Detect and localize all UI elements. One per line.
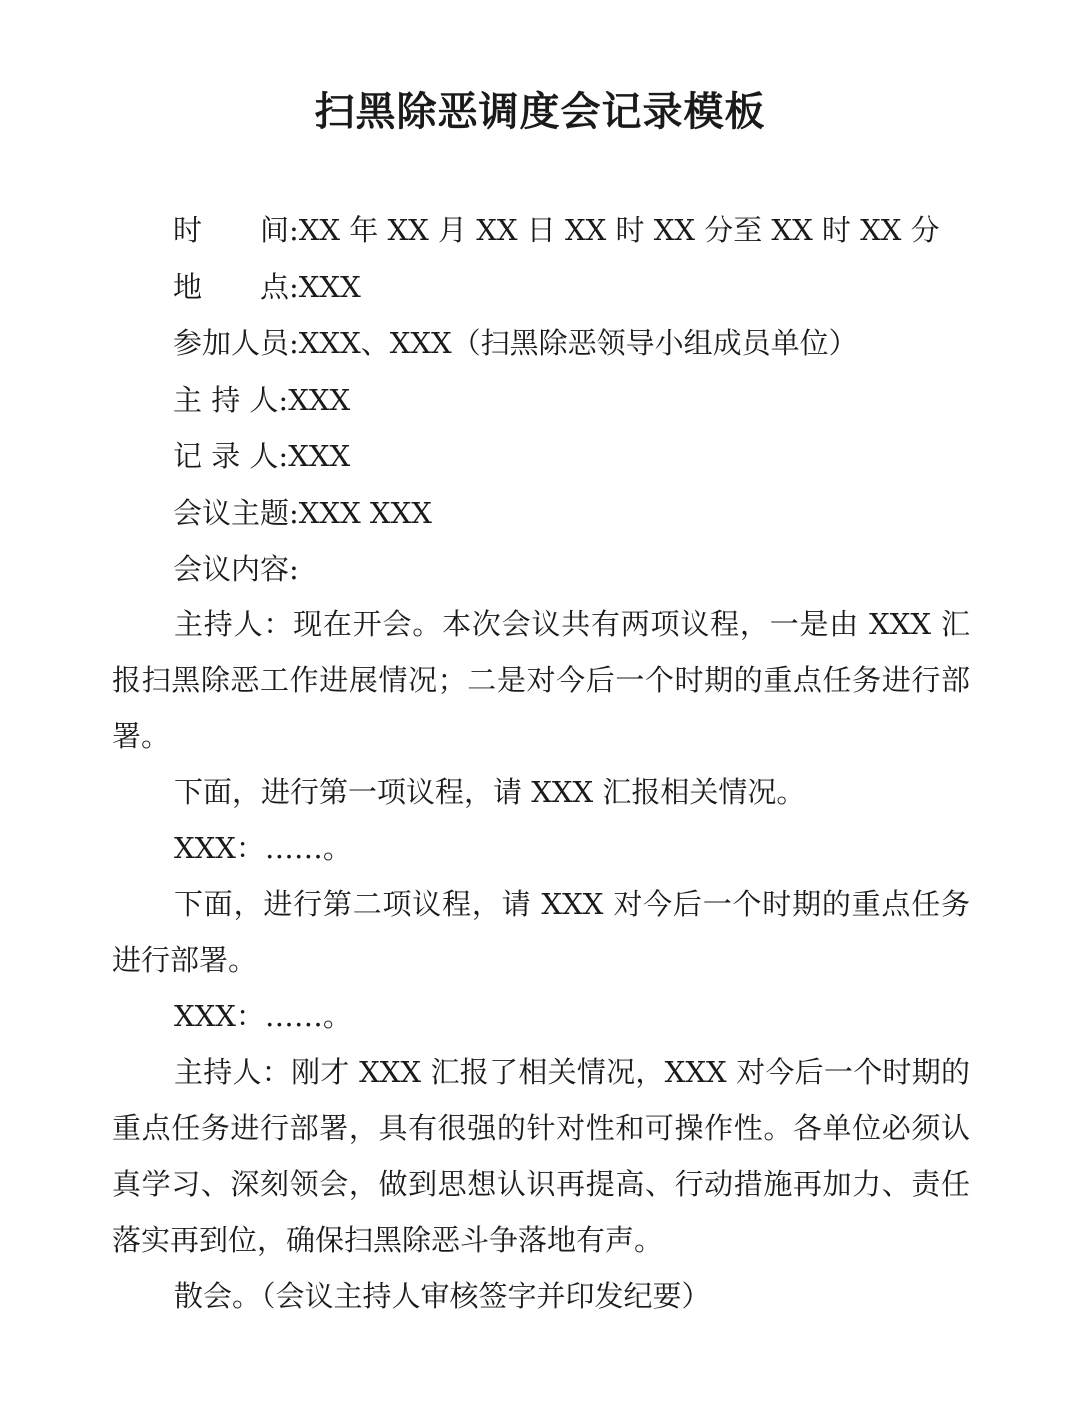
meeting-location-row xyxy=(173,261,1033,318)
meeting-topic-row xyxy=(173,487,1033,544)
meeting-location-value: XXX xyxy=(298,269,361,304)
document-title: 扫黑除恶调度会记录模板 xyxy=(314,89,766,135)
report-placeholder-paragraph: XXX：……。 xyxy=(174,831,352,865)
adjourn-paragraph: 散会。（会议主持人审核签字并印发纪要） xyxy=(174,1279,711,1313)
host-opening-paragraph: 主持人：现在开会。本次会议共有两项议程，一是由 XXX 汇报扫黑除恶工作进展情况；二是对今后一个时期的重点任务进行部署。 xyxy=(112,607,970,753)
meeting-recorder-label: 记 录 人: xyxy=(173,439,289,473)
meeting-time-label: 时 间: xyxy=(173,213,299,247)
agenda-two-paragraph: 下面，进行第二项议程，请 XXX 对今后一个时期的重点任务进行部署。 xyxy=(112,887,970,977)
meeting-recorder-row xyxy=(173,430,1033,487)
meeting-location-label: 地 点: xyxy=(173,269,299,304)
meeting-attendees-value: XXX、XXX（扫黑除恶领导小组成员单位） xyxy=(298,326,858,360)
meeting-attendees-row xyxy=(173,317,1033,374)
meeting-topic-value: XXX XXX xyxy=(298,495,432,530)
meeting-host-label: 主 持 人: xyxy=(173,382,289,417)
meeting-content-body xyxy=(112,596,970,1324)
meeting-recorder-value: XXX xyxy=(288,439,351,473)
agenda-one-paragraph: 下面，进行第一项议程，请 XXX 汇报相关情况。 xyxy=(174,775,806,809)
meeting-content-label: 会议内容: xyxy=(173,552,299,586)
meeting-content-row xyxy=(173,543,1033,600)
meeting-host-row xyxy=(173,374,1033,431)
meeting-attendees-label: 参加人员: xyxy=(173,326,299,360)
host-summary-paragraph: 主持人：刚才 XXX 汇报了相关情况，XXX 对今后一个时期的重点任务进行部署，具有很强的针对性和可操作性。各单位必须认真学习、深刻领会，做到思想认识再提高、行动措施再加力、责任落实再到位，确保扫黑除恶斗争落地有声。 xyxy=(112,1055,970,1257)
deployment-placeholder-paragraph: XXX：……。 xyxy=(174,999,352,1033)
meeting-host-value: XXX xyxy=(288,382,351,417)
meeting-topic-label: 会议主题: xyxy=(173,495,299,530)
meeting-time-row xyxy=(173,204,1033,261)
meeting-time-value: XX 年 XX 月 XX 日 XX 时 XX 分至 XX 时 XX 分 xyxy=(298,213,940,247)
meeting-info xyxy=(173,204,1033,600)
